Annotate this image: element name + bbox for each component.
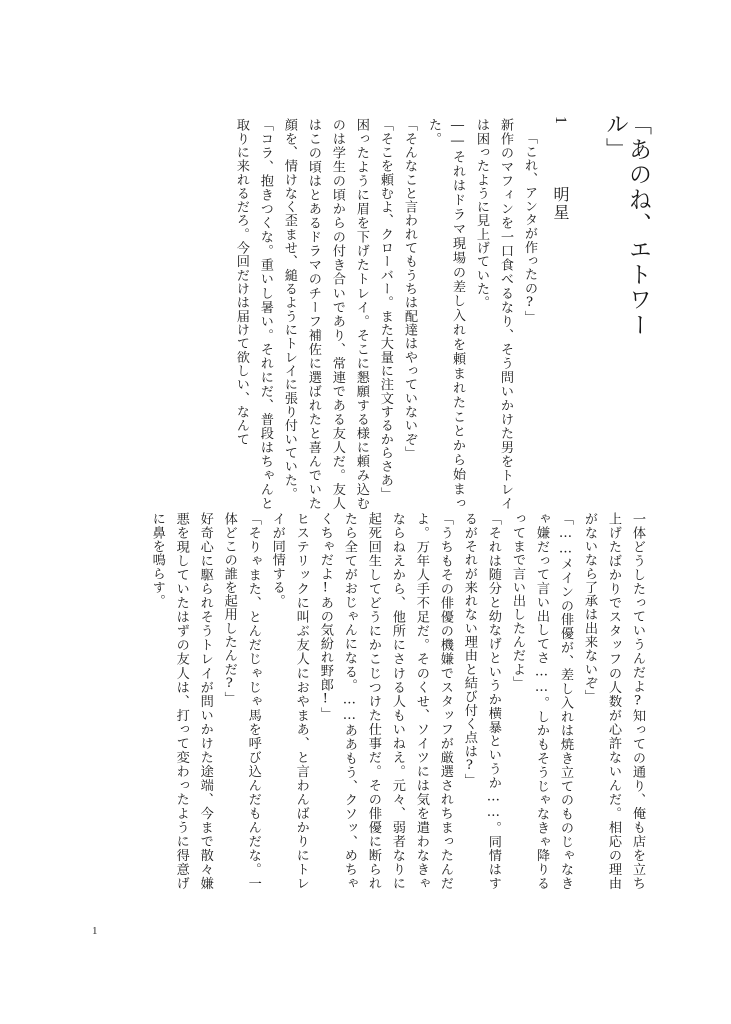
paragraph: 「これ、アンタが作ったの?」 bbox=[522, 131, 537, 325]
section-name: 明星 bbox=[551, 185, 570, 222]
paragraph: 「そこを頼むよ、クローバー。また大量に注文するからさあ」 bbox=[377, 118, 393, 501]
paragraph: ――それはドラマ現場の差し入れを頼まれたことから始まった。 bbox=[425, 118, 465, 510]
paragraph: 好奇心に駆られそうトレイが問いかけた途端、今まで散々嫌悪を現していたはずの友人は、打って変わったように得意げに鼻を鳴らす。 bbox=[149, 512, 213, 890]
body-text-lower bbox=[79, 512, 649, 890]
paragraph: 一体どうしたっていうんだよ?知っての通り、俺も店を立ち上げたばかりでスタッフの人数が心許ないんだ。相応の理由がないなら了承は出来ないぞ」 bbox=[581, 512, 645, 890]
paragraph: 「そんなこと言われてもうちは配達はやっていないぞ」 bbox=[401, 118, 417, 460]
paragraph: 「……メインの俳優が、差し入れは焼き立てのものじゃなきゃ嫌だって言い出してさ……。しかもそうじゃなきゃ降りるってまで言い出したんだよ」 bbox=[509, 512, 573, 890]
paragraph: 新作のマフィンを一口食べるなり、そう問いかけた男をトレイは困ったように見上げていた。 bbox=[473, 118, 513, 510]
paragraph: 「そりゃまた、とんだじゃじゃ馬を呼び込んだもんだな。一体どこの誰を起用したんだ?」 bbox=[221, 512, 261, 890]
paragraph: ヒステリックに叫ぶ友人におやまあ、と言わんばかりにトレイが同情する。 bbox=[269, 512, 309, 890]
body-text-upper bbox=[79, 118, 541, 510]
paragraph: 「それは随分と幼なげというか横暴というか……。同情はするがそれが来れない理由と結び付く点は?」 bbox=[461, 512, 501, 890]
paragraph: 「うちもその俳優の機嫌でスタッフが厳選されちまったんだよ。万年人手不足だ。そのくせ、ソイツには気を遣わなきゃならねえから、他所にさける人もいねえ。元々、弱者なりに起死回生してどうにかこじつけた仕事だ。その俳優に断られたら全てがおじゃんになる。……ああもう、クソッ、めちゃくちゃだよ!あの気紛れ野郎!」 bbox=[317, 512, 453, 890]
paragraph: 「コラ、抱きつくな。重いし暑い。それにだ、普段はちゃんと取りに来れるだろ。今回だけは届けて欲しい、なんて bbox=[233, 118, 273, 510]
page-title: 「あのね、エトワール」 bbox=[602, 112, 651, 338]
page-number: 1 bbox=[92, 925, 98, 937]
section-heading bbox=[552, 116, 568, 286]
section-number: 1 bbox=[552, 116, 569, 126]
paragraph: 困ったように眉を下げたトレイ。そこに懇願する様に頼み込むのは学生の頃からの付き合いであり、常連である友人だ。友人はこの頃はとあるドラマのチーフ補佐に選ばれたと喜んでいた顔を、情けなく歪ませ、縋るようにトレイに張り付いていた。 bbox=[281, 118, 369, 510]
